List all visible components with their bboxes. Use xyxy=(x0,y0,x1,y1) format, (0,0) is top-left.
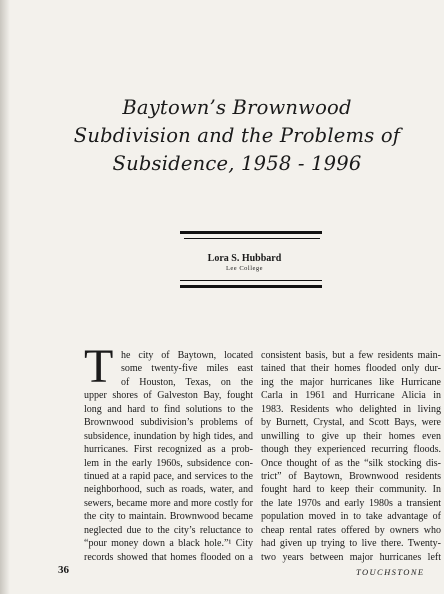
title-line-3: Subsidence, 1958 - 1996 xyxy=(112,152,362,175)
text-line: by Burnett, Crystal, and Scott Bays, were xyxy=(261,417,441,429)
text-line: “pour money down a black hole.”¹ City xyxy=(84,538,253,550)
title-line-2: Subdivision and the Problems of xyxy=(73,124,401,147)
text-line: 1983. Residents who delighted in living xyxy=(261,403,441,415)
title-line-1: Baytown’s Brownwood xyxy=(122,96,352,119)
text-line: of Houston, Texas, on the xyxy=(121,376,253,388)
text-line: neighborhood, such as roads, water, and xyxy=(84,484,253,496)
text-line: some twenty-five miles east xyxy=(121,363,253,375)
text-line: the late 1970s and early 1980s a transient xyxy=(261,497,441,509)
body-column-right xyxy=(261,349,441,564)
text-line: Once thought of as the “silk stocking dis- xyxy=(261,457,441,469)
text-line: he city of Baytown, located xyxy=(121,350,253,361)
text-line: upper shores of Galveston Bay, fought xyxy=(84,390,253,402)
text-line: tained that their homes flooded only dur- xyxy=(261,363,441,375)
text-line: two years between major hurricanes left xyxy=(261,551,441,563)
article-title xyxy=(30,94,444,178)
rule-top-thick xyxy=(180,231,322,234)
body-column-left xyxy=(84,340,253,564)
text-line: cheap rental rates offered by owners who xyxy=(261,524,441,536)
text-line: had given up trying to live there. Twenty- xyxy=(261,538,441,550)
rule-bottom-thin xyxy=(180,280,322,281)
text-line: hurricanes. First recognized as a prob- xyxy=(84,444,253,456)
text-line: neglected due to the city’s reluctance to xyxy=(84,524,253,536)
text-line: ing the major hurricanes like Hurricane xyxy=(261,376,441,388)
text-line: population moved in to take advantage of xyxy=(261,511,441,523)
text-line: sewers, became more and more costly for xyxy=(84,497,253,509)
text-line: unwilling to give up their homes even xyxy=(261,430,441,442)
text-line: trict” of Baytown, Brownwood residents xyxy=(261,470,441,482)
author-affiliation: Lee College xyxy=(225,265,264,272)
text-line: though they experienced recurring floods. xyxy=(261,444,441,456)
text-line: Carla in 1961 and Hurricane Alicia in xyxy=(261,390,441,402)
rule-bottom-thick xyxy=(180,285,322,288)
text-line: fought hard to keep their community. In xyxy=(261,484,441,496)
text-line: long and hard to find solutions to the xyxy=(84,403,253,415)
drop-cap: T xyxy=(84,340,114,393)
author-name: Lora S. Hubbard xyxy=(207,253,282,264)
journal-name: TOUCHSTONE xyxy=(356,567,425,577)
text-line: consistent basis, but a few residents main- xyxy=(261,350,441,361)
text-line: lem in the early 1960s, subsidence con- xyxy=(84,457,253,469)
text-line: tinued at a rapid pace, and services to the xyxy=(84,470,253,482)
text-line: records showed that homes flooded on a xyxy=(84,551,253,563)
text-line: the city to maintain. Brownwood became xyxy=(84,511,253,523)
rule-top-thin xyxy=(184,238,320,239)
text-line: Brownwood subdivision’s problems of xyxy=(84,417,253,429)
page-number: 36 xyxy=(58,564,69,576)
binding-shadow xyxy=(0,0,10,594)
text-line: subsidence, inundation by high tides, and xyxy=(84,430,253,442)
